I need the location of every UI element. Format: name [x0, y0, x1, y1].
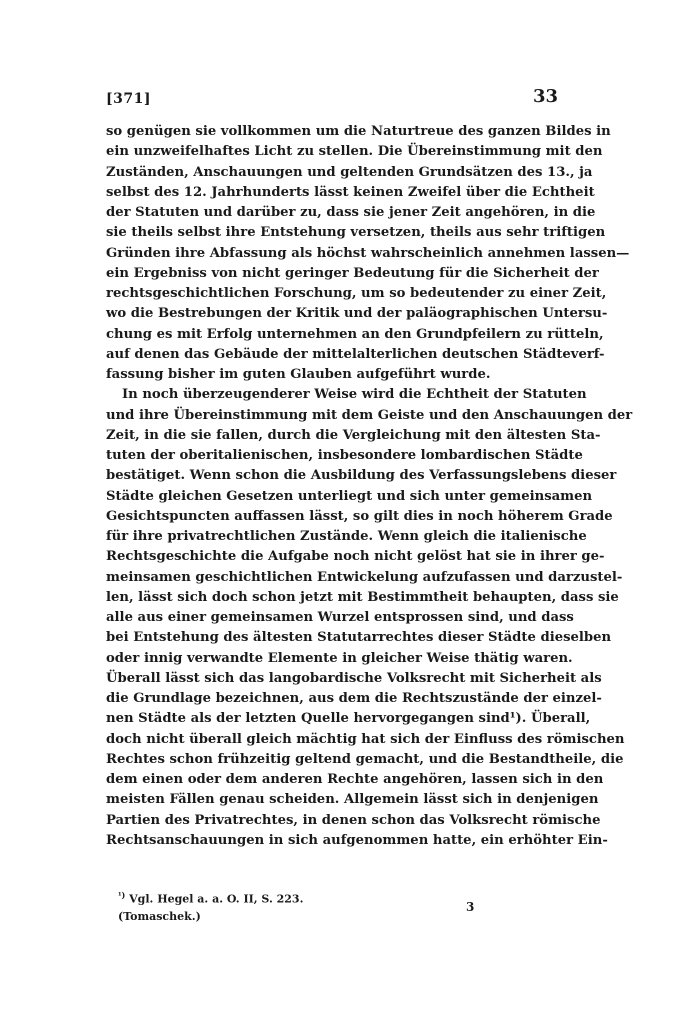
text-line: fassung bisher im guten Glauben aufgeführt wurde.: [106, 367, 491, 382]
text-line: ein unzweifelhaftes Licht zu stellen. Die Übereinstimmung mit den: [106, 144, 603, 160]
text-line: ein Ergebniss von nicht geringer Bedeutung für die Sicherheit der: [106, 265, 599, 281]
text-line: selbst des 12. Jahrhunderts lässt keinen Zweifel über die Echtheit: [106, 184, 595, 200]
text-line: sie theils selbst ihre Entstehung versetzen, theils aus sehr triftigen: [106, 225, 606, 241]
text-line: meisten Fällen genau scheiden. Allgemein lässt sich in denjenigen: [106, 792, 599, 808]
footnote-1: [118, 884, 478, 906]
text-line: bestätiget. Wenn schon die Ausbildung des Verfassungslebens dieser: [106, 468, 617, 484]
signature-note: (Tomaschek.): [118, 910, 201, 923]
footnotes: [118, 884, 478, 928]
paragraph-2: [106, 385, 633, 851]
text-line: wo die Bestrebungen der Kritik und der paläographischen Untersu-: [106, 306, 608, 322]
text-line: der Statuten und darüber zu, dass sie jener Zeit angehören, in die: [106, 205, 596, 220]
text-line: Gesichtspuncten auffassen lässt, so gilt dies in noch höherem Grade: [106, 508, 613, 524]
page-bracket-number: [371]: [106, 91, 151, 107]
text-line: meinsamen geschichtlichen Entwickelung aufzufassen und darzustel-: [106, 569, 623, 585]
text-line: alle aus einer gemeinsamen Wurzel entsprossen sind, und dass: [106, 610, 574, 625]
text-line: die Grundlage bezeichnen, aus dem die Rechtszustände der einzel-: [106, 691, 602, 706]
text-line: Überall lässt sich das langobardische Volksrecht mit Sicherheit als: [106, 670, 602, 686]
text-line: so genügen sie vollkommen um die Naturtreue des ganzen Bildes in: [106, 124, 611, 139]
text-line: auf denen das Gebäude der mittelalterlichen deutschen Städteverf-: [106, 346, 605, 362]
text-line: Rechtes schon frühzeitig geltend gemacht, und die Bestandtheile, die: [106, 751, 624, 767]
text-line: Gründen ihre Abfassung als höchst wahrscheinlich annehmen lassen—: [106, 245, 630, 261]
text-line: Städte gleichen Gesetzen unterliegt und sich unter gemeinsamen: [106, 488, 593, 504]
text-line: Rechtsanschauungen in sich aufgenommen hatte, ein erhöhter Ein-: [106, 832, 608, 848]
text-line: oder innig verwandte Elemente in gleicher Weise thätig waren.: [106, 650, 573, 666]
text-line: dem einen oder dem anderen Rechte angehören, lassen sich in den: [106, 772, 604, 787]
text-line: chung es mit Erfolg unternehmen an den Grundpfeilern zu rütteln,: [106, 326, 604, 342]
text-line: rechtsgeschichtlichen Forschung, um so bedeutender zu einer Zeit,: [106, 286, 607, 301]
footnote-marker: ¹): [118, 890, 126, 900]
text-line: bei Entstehung des ältesten Statutarrechtes dieser Städte dieselben: [106, 630, 612, 646]
page-number: 33: [533, 86, 559, 107]
text-line: len, lässt sich doch schon jetzt mit Bestimmtheit behaupten, dass sie: [106, 589, 619, 605]
body-text: [106, 122, 633, 851]
text-line: tuten der oberitalienischen, insbesondere lombardischen Städte: [106, 448, 583, 463]
text-line: nen Städte als der letzten Quelle hervorgegangen sind¹). Überall,: [106, 711, 591, 727]
signature-number: 3: [466, 900, 475, 914]
text-line: In noch überzeugenderer Weise wird die Echtheit der Statuten: [122, 387, 587, 403]
text-line: und ihre Übereinstimmung mit dem Geiste und den Anschauungen der: [106, 407, 633, 423]
footnote-text: Vgl. Hegel a. a. O. II, S. 223.: [129, 892, 304, 906]
text-line: Partien des Privatrechtes, in denen schon das Volksrecht römische: [106, 812, 601, 828]
text-line: Zeit, in die sie fallen, durch die Vergleichung mit den ältesten Sta-: [106, 427, 601, 443]
text-line: Zuständen, Anschauungen und geltenden Grundsätzen des 13., ja: [106, 164, 593, 180]
text-line: für ihre privatrechtlichen Zustände. Wenn gleich die italienische: [106, 529, 587, 544]
text-line: Rechtsgeschichte die Aufgabe noch nicht gelöst hat sie in ihrer ge-: [106, 549, 605, 565]
text-line: doch nicht überall gleich mächtig hat sich der Einfluss des römischen: [106, 731, 625, 747]
paragraph-1: [106, 122, 630, 385]
